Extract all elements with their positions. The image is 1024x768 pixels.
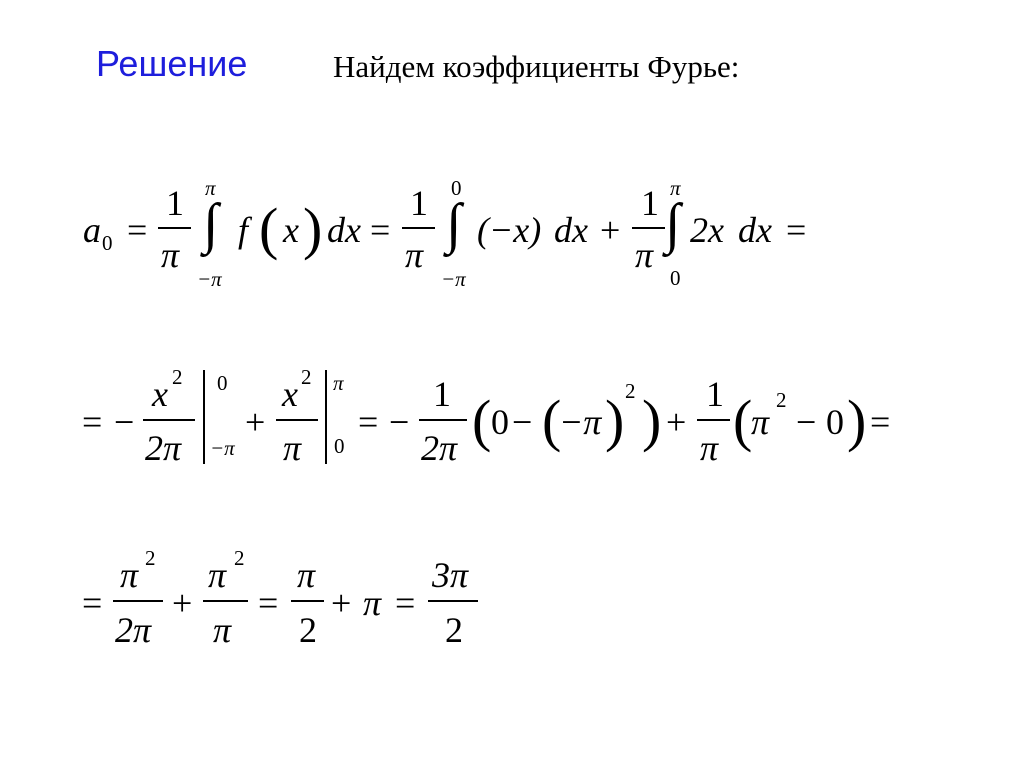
digit-zero: 0 xyxy=(826,402,844,442)
fraction-numerator: π xyxy=(120,555,139,595)
equals-sign: = xyxy=(82,402,103,442)
evaluation-upper-limit: π xyxy=(333,371,344,395)
exponent: 2 xyxy=(234,546,245,570)
left-paren: ( xyxy=(542,388,562,453)
equals-sign: = xyxy=(127,210,148,250)
fraction-denominator: π xyxy=(213,610,232,650)
evaluation-bar xyxy=(203,370,205,464)
left-paren: ( xyxy=(259,196,279,261)
fraction-numerator: 3π xyxy=(432,555,469,595)
symbol-x: x xyxy=(283,210,299,250)
integral-lower-limit: −π xyxy=(441,267,466,291)
fraction-bar xyxy=(428,600,478,602)
plus-sign: + xyxy=(331,583,352,623)
integral-sign: ∫ xyxy=(203,193,219,255)
neg-pi-term: −π xyxy=(559,402,602,442)
equals-sign: = xyxy=(358,402,379,442)
exponent: 2 xyxy=(625,379,636,403)
left-paren: ( xyxy=(733,388,753,453)
plus-sign: + xyxy=(172,583,193,623)
integrand: (−x) xyxy=(477,210,542,250)
fraction-bar xyxy=(402,227,435,229)
fraction-bar xyxy=(203,600,248,602)
fraction-bar xyxy=(158,227,191,229)
fraction-numerator: π xyxy=(297,555,316,595)
minus-sign: − xyxy=(114,402,135,442)
minus-sign: − xyxy=(512,402,533,442)
symbol-f: f xyxy=(238,210,249,250)
fraction-numerator: 1 xyxy=(410,183,428,223)
fraction-denominator: 2 xyxy=(299,610,317,650)
plus-sign: + xyxy=(666,402,687,442)
fraction-bar xyxy=(419,419,467,421)
left-paren: ( xyxy=(472,388,492,453)
equals-sign: = xyxy=(786,210,807,250)
evaluation-lower-limit: −π xyxy=(210,436,235,460)
page-title: Решение xyxy=(96,43,248,84)
integral-upper-limit: π xyxy=(670,176,681,200)
integral-lower-limit: 0 xyxy=(670,266,681,290)
equals-sign: = xyxy=(370,210,391,250)
equals-sign: = xyxy=(82,583,103,623)
fraction-bar xyxy=(632,227,665,229)
integral-upper-limit: π xyxy=(205,176,216,200)
fraction-numerator: x xyxy=(152,374,168,414)
right-paren: ) xyxy=(605,388,625,453)
integral-upper-limit: 0 xyxy=(451,176,462,200)
evaluation-lower-limit: 0 xyxy=(334,434,345,458)
evaluation-bar xyxy=(325,370,327,464)
exponent: 2 xyxy=(145,546,156,570)
exponent: 2 xyxy=(301,365,312,389)
fraction-denominator: π xyxy=(283,428,302,468)
digit-zero: 0 xyxy=(491,402,509,442)
right-paren: ) xyxy=(847,388,867,453)
symbol-a: a xyxy=(83,210,101,250)
fraction-denominator: π xyxy=(700,428,719,468)
exponent: 2 xyxy=(172,365,183,389)
integral-sign: ∫ xyxy=(446,193,462,255)
fraction-bar xyxy=(113,600,163,602)
minus-sign: − xyxy=(796,402,817,442)
fraction-denominator: 2π xyxy=(115,610,152,650)
page-subtitle: Найдем коэффициенты Фурье: xyxy=(333,49,740,84)
fraction-bar xyxy=(291,600,324,602)
evaluation-upper-limit: 0 xyxy=(217,371,228,395)
fraction-denominator: π xyxy=(405,235,424,275)
symbol-dx: dx xyxy=(738,210,772,250)
fraction-numerator: π xyxy=(208,555,227,595)
symbol-dx: dx xyxy=(554,210,588,250)
equals-sign: = xyxy=(395,583,416,623)
fraction-bar xyxy=(276,419,318,421)
fraction-numerator: 1 xyxy=(641,183,659,223)
exponent: 2 xyxy=(776,388,787,412)
right-paren: ) xyxy=(642,388,662,453)
equals-sign: = xyxy=(258,583,279,623)
subscript-0: 0 xyxy=(102,231,113,255)
fraction-numerator: 1 xyxy=(166,183,184,223)
fraction-denominator: 2π xyxy=(421,428,458,468)
right-paren: ) xyxy=(303,196,323,261)
symbol-pi: π xyxy=(751,402,770,442)
fraction-bar xyxy=(697,419,730,421)
equals-sign: = xyxy=(870,402,891,442)
fraction-bar xyxy=(143,419,195,421)
fraction-numerator: x xyxy=(282,374,298,414)
fraction-numerator: 1 xyxy=(433,374,451,414)
fraction-denominator: 2 xyxy=(445,610,463,650)
fraction-numerator: 1 xyxy=(706,374,724,414)
integral-lower-limit: −π xyxy=(197,267,222,291)
symbol-dx: dx xyxy=(327,210,361,250)
fraction-denominator: π xyxy=(635,235,654,275)
fraction-denominator: π xyxy=(161,235,180,275)
plus-sign: + xyxy=(600,210,621,250)
integral-sign: ∫ xyxy=(665,193,681,255)
plus-sign: + xyxy=(245,402,266,442)
fraction-denominator: 2π xyxy=(145,428,182,468)
symbol-pi: π xyxy=(363,583,382,623)
integrand: 2x xyxy=(690,210,724,250)
minus-sign: − xyxy=(389,402,410,442)
